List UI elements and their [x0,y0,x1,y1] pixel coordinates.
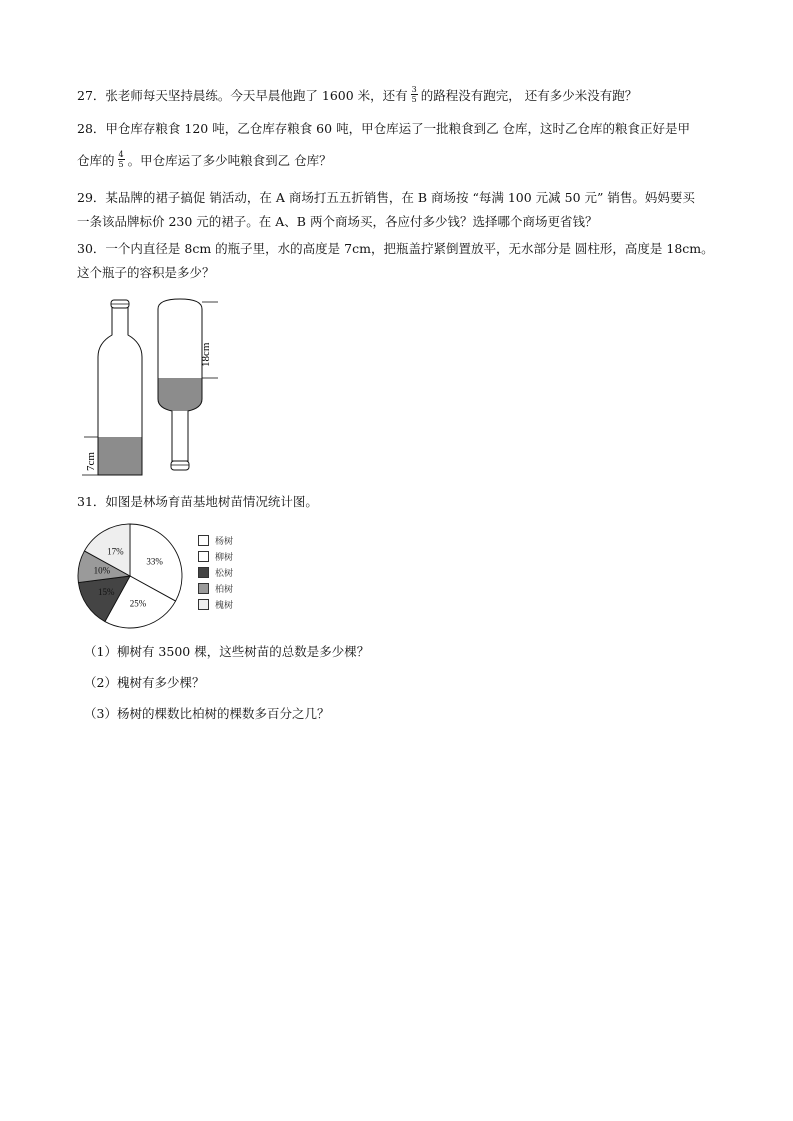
q27-text-end: 的路程没有跑完， 还有多少米没有跑？ [420,88,638,103]
pie-label-5: 17% [107,546,124,557]
legend-label: 柏树 [215,584,234,595]
legend-label: 柳树 [215,552,234,563]
legend-label: 杨树 [215,536,234,547]
pie-label-1: 33% [146,556,163,567]
question-30-line1: 30．一个内直径是 8cm 的瓶子里，水的高度是 7cm，把瓶盖拧紧倒置放平，无水部分是 圆柱形，高度是 18cm。 [77,241,714,256]
label-18cm: 18cm [200,342,212,367]
q28-fraction: $\frac{4}{5}$ [118,150,124,169]
pie-chart [76,522,184,630]
pie-label-2: 25% [129,598,147,609]
question-29-line1: 29．某品牌的裙子搞促 销活动，在 A 商场打五五折销售，在 B 商场按 “每满 100 元减 50 元” 销售。妈妈要买 [77,190,695,205]
legend-swatch [198,583,209,594]
question-28-line1: 28．甲仓库存粮食 120 吨，乙仓库存粮食 60 吨，甲仓库运了一批粮食到乙 仓库，这时乙仓库的粮食正好是甲 [77,121,691,136]
legend-label: 槐树 [215,600,234,611]
question-27 [77,87,637,106]
question-28-line2: 仓库的 $\frac{4}{5}$ 。甲仓库运了多少吨粮食到乙 仓库？ [77,150,332,169]
question-31-sub3: （3）杨树的棵数比柏树的棵数多百分之几？ [84,706,330,721]
legend-label: 松树 [215,568,234,579]
question-31-sub2: （2）槐树有多少棵？ [84,675,205,690]
q27-fraction: $\frac{3}{5}$ [411,85,417,104]
pie-label-4: 10% [93,565,111,576]
legend-swatch [198,551,209,562]
legend-item-2 [198,548,233,564]
legend-item-3 [198,564,233,580]
legend-swatch [198,567,209,578]
legend-item-5 [198,596,233,612]
pie-label-3: 15% [98,587,115,598]
legend-item-4 [198,580,233,596]
question-31-sub1: （1）柳树有 3500 棵，这些树苗的总数是多少棵？ [84,644,370,659]
q27-text-start: 27．张老师每天坚持晨练。今天早晨他跑了 1600 米，还有 [77,88,408,103]
legend-item-1 [198,532,233,548]
legend-swatch [198,599,209,610]
label-7cm: 7cm [85,452,97,471]
bottle-inverted-water [158,378,202,411]
question-30-line2: 这个瓶子的容积是多少？ [77,265,215,280]
question-31-title: 31．如图是林场育苗基地树苗情况统计图。 [77,494,318,509]
bottle-inverted-cap [171,461,189,470]
pie-legend [198,532,233,612]
bottle-upright-water [98,437,142,475]
bottle-diagram [78,295,228,480]
legend-swatch [198,535,209,546]
question-29-line2: 一条该品牌标价 230 元的裙子。在 A、B 两个商场买，各应付多少钱？选择哪个商场更省钱？ [77,214,598,229]
